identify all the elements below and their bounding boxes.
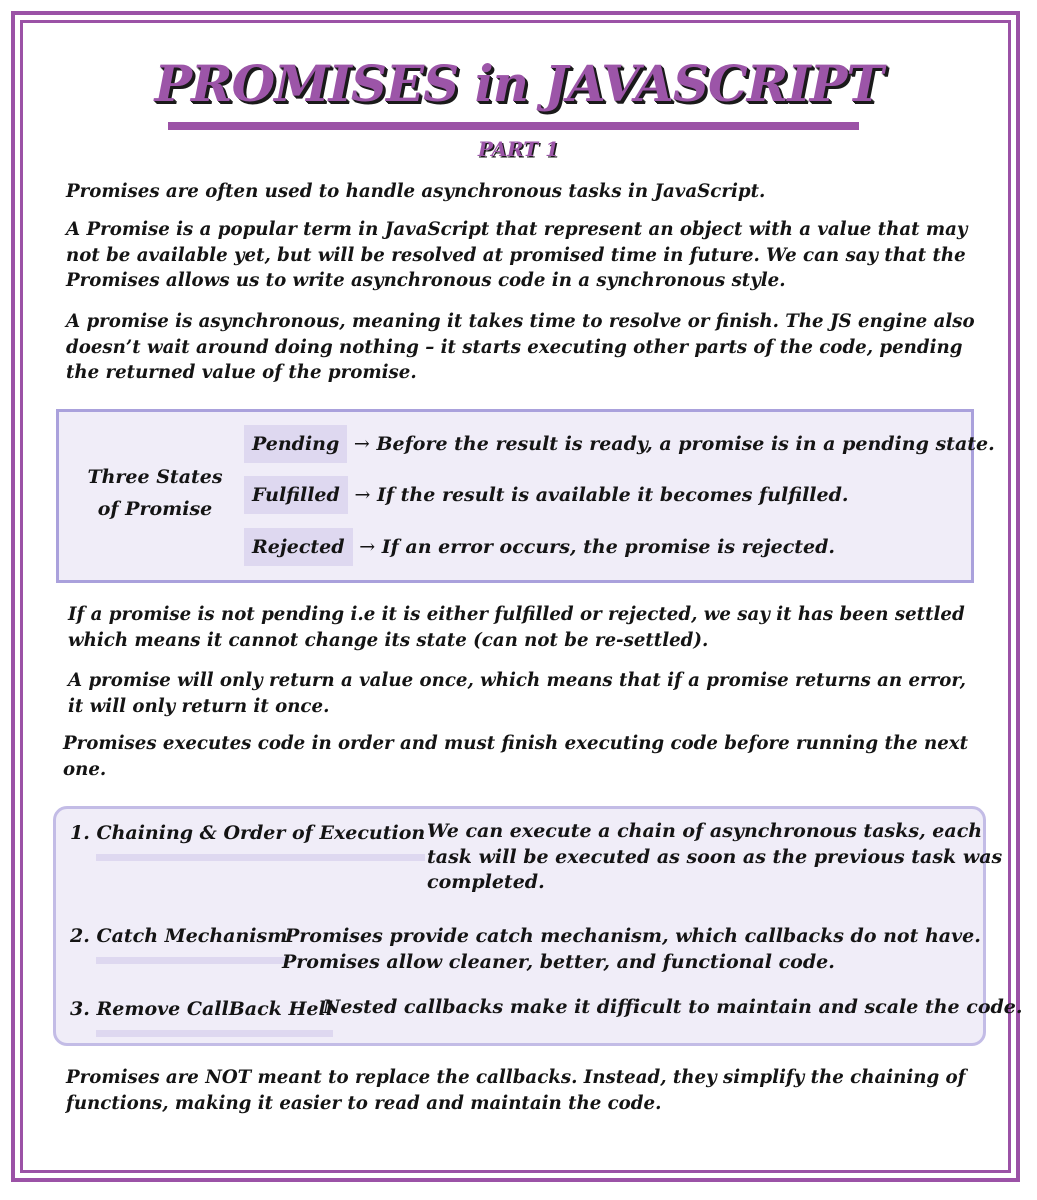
intro-line: A promise is asynchronous, meaning it takes time to resolve or finish. The JS engine also [66,311,975,332]
middle-line: which means it cannot change its state (can not be re-settled). [68,629,709,651]
arrow-icon: → [359,536,376,558]
advantage-title: Chaining & Order of Execution [96,820,425,861]
states-label-line: Three States [87,466,223,488]
state-name: Fulfilled [244,476,348,514]
state-name: Pending [244,425,347,463]
closing-line: Promises are NOT meant to replace the callbacks. Instead, they simplify the chaining of [66,1067,966,1088]
advantage-number: 3. [70,998,90,1020]
advantage-desc-line: Nested callbacks make it difficult to maintain and scale the code. [323,996,1023,1018]
advantage-1 [70,820,425,861]
advantage-desc-line: Promises provide catch mechanism, which callbacks do not have. [285,925,981,947]
advantage-2-description [282,924,981,975]
advantage-title: Remove CallBack Hell [96,996,332,1037]
arrow-icon: → [354,484,371,506]
advantage-number: 1. [70,822,90,844]
state-name: Rejected [244,528,353,566]
intro-line: A Promise is a popular term in JavaScript that represent an object with a value that may [66,219,968,240]
intro-paragraph-1 [66,179,765,205]
middle-paragraph-3 [63,731,968,782]
states-label [82,461,228,525]
advantage-desc-line: We can execute a chain of asynchronous tasks, each [427,820,983,842]
middle-line: one. [63,758,107,780]
middle-paragraph-2 [68,668,966,719]
intro-line: not be available yet, but will be resolved at promised time in future. We can say that the [66,244,966,266]
advantage-desc-line: completed. [427,871,545,893]
arrow-icon: → [353,433,370,455]
state-description: If an error occurs, the promise is rejected. [381,536,836,558]
state-description: If the result is available it becomes fulfilled. [376,484,849,506]
middle-paragraph-1 [68,602,965,653]
advantage-2 [70,923,287,964]
states-label-line: of Promise [97,498,213,520]
advantage-desc-line: task will be executed as soon as the previous task was [427,845,1003,868]
intro-paragraph-3 [66,309,975,386]
state-fulfilled [244,476,849,514]
middle-line: it will only return it once. [68,695,330,717]
middle-line: If a promise is not pending i.e it is either fulfilled or rejected, we say it has been settled [68,604,965,625]
state-pending [244,425,995,463]
page-title: PROMISES in JAVASCRIPT [154,54,883,113]
intro-line: the returned value of the promise. [66,362,417,383]
advantage-number: 2. [70,925,90,947]
middle-line: A promise will only return a value once, which means that if a promise returns an error, [68,670,966,691]
intro-line: Promises allows us to write asynchronous code in a synchronous style. [66,270,786,291]
page-subtitle: PART 1 [477,137,560,161]
advantage-1-description [427,819,1002,896]
advantage-title: Catch Mechanism [96,923,287,964]
advantage-3 [70,996,333,1037]
advantage-3-description [323,995,1022,1021]
state-rejected [244,528,835,566]
title-underline [168,122,859,130]
closing-line: functions, making it easier to read and maintain the code. [66,1092,662,1114]
closing-paragraph [66,1065,966,1116]
intro-line: doesn’t wait around doing nothing – it starts executing other parts of the code, pending [66,336,963,358]
intro-paragraph-2 [66,217,967,294]
intro-line: Promises are often used to handle asynchronous tasks in JavaScript. [66,181,766,202]
middle-line: Promises executes code in order and must finish executing code before running the next [63,733,969,754]
advantage-desc-line: Promises allow cleaner, better, and functional code. [282,950,835,973]
state-description: Before the result is ready, a promise is in a pending state. [376,433,995,455]
